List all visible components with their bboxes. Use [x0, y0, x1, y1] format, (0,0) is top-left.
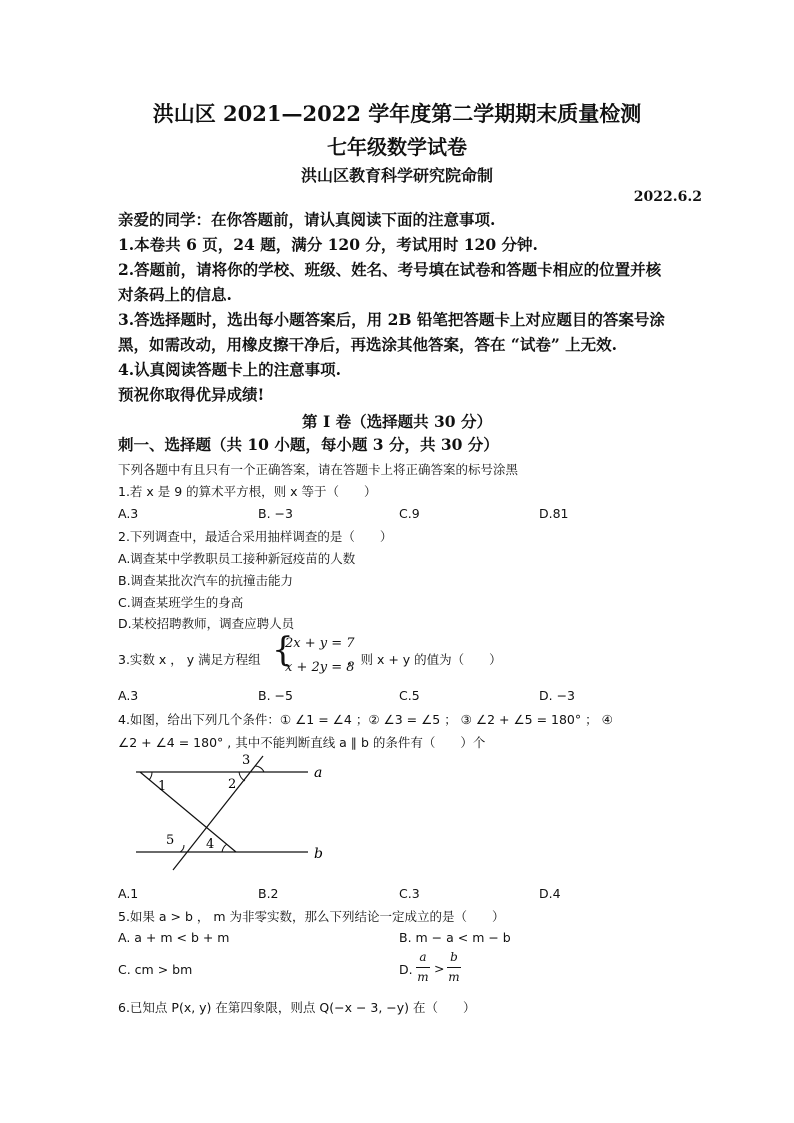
label-line-b: b — [314, 846, 323, 862]
label-angle-1: 1 — [158, 779, 167, 794]
q3-option-d: D. −3 — [539, 688, 575, 703]
angle-4-arc — [222, 844, 227, 852]
q4-option-a: A.1 — [118, 886, 139, 901]
notice-item-3 — [118, 307, 678, 357]
q5-d-numerator-1: a — [419, 950, 427, 964]
notice-item-2 — [118, 257, 678, 307]
notice-item-3-line-2: 黑，如需改动，用橡皮擦干净后，再选涂其他答案，答在 “试卷” 上无效. — [118, 335, 618, 354]
notice-item-3-line-1: 3.答选择题时，选出每小题答案后，用 2B 铅笔把答题卡上对应题目的答案号涂 — [118, 310, 665, 329]
q4-stem-line-1: 4.如图，给出下列几个条件：① ∠1 = ∠4 ；② ∠3 = ∠5 ； ③ ∠2 + ∠5 = 180° ； ④ — [118, 712, 613, 727]
exam-title: 洪山区 2021—2022 学年度第二学期期末质量检测 — [152, 101, 642, 126]
q4-option-c: C.3 — [399, 886, 420, 901]
exam-issuer: 洪山区教育科学研究院命制 — [300, 166, 493, 185]
exam-date: 2022.6.2 — [633, 189, 702, 205]
notice-greeting: 亲爱的同学：在你答题前，请认真阅读下面的注意事项. — [118, 210, 496, 229]
q2-option-c: C.调查某班学生的身高 — [118, 595, 244, 610]
angle-3-arc — [255, 766, 264, 772]
label-angle-4: 4 — [206, 837, 215, 852]
angle-1-arc — [149, 772, 152, 780]
q1-stem: 1.若 x 是 9 的算术平方根，则 x 等于（ ） — [118, 484, 377, 499]
q3-option-c: C.5 — [399, 688, 420, 703]
q5-d-relation: > — [434, 961, 445, 976]
notice-item-2-line-2: 对条码上的信息. — [118, 285, 232, 304]
q5-option-d-label: D. — [399, 962, 413, 977]
q1-option-b: B. −3 — [258, 506, 293, 521]
q5-d-fraction-bar-2 — [447, 967, 461, 968]
section-heading: 刺一、选择题（共 10 小题，每小题 3 分，共 30 分） — [118, 435, 499, 454]
q2-option-a: A.调查某中学教职员工接种新冠疫苗的人数 — [118, 551, 356, 566]
q3-stem-post: ，则 x + y 的值为（ ） — [348, 652, 502, 667]
q3-option-b: B. −5 — [258, 688, 293, 703]
q4-stem-line-2: ∠2 + ∠4 = 180° , 其中不能判断直线 a ∥ b 的条件有（ ）个 — [118, 735, 486, 750]
notice-item-4: 4.认真阅读答题卡上的注意事项. — [118, 360, 342, 379]
q5-d-fraction-bar-1 — [416, 967, 430, 968]
q2-stem: 2.下列调查中，最适合采用抽样调查的是（ ） — [118, 529, 393, 544]
q5-option-a: A. a + m < b + m — [118, 930, 230, 945]
label-angle-2: 2 — [228, 777, 237, 792]
q1-option-c: C.9 — [399, 506, 420, 521]
exam-subtitle: 七年级数学试卷 — [327, 135, 467, 159]
q5-d-numerator-2: b — [450, 950, 458, 964]
q5-stem: 5.如果 a > b ， m 为非零实数，那么下列结论一定成立的是（ ） — [118, 909, 505, 924]
q2-option-d: D.某校招聘教师，调查应聘人员 — [118, 616, 295, 631]
transversal-2 — [173, 756, 263, 870]
q5-option-c: C. cm > bm — [118, 962, 193, 977]
section-title: 第 I 卷（选择题共 30 分） — [302, 412, 492, 431]
q4-option-d: D.4 — [539, 886, 561, 901]
q3-equation-1: 2x + y = 7 — [285, 636, 355, 651]
notice-wish: 预祝你取得优异成绩! — [118, 385, 265, 404]
section-instruction: 下列各题中有且只有一个正确答案，请在答题卡上将正确答案的标号涂黑 — [118, 462, 519, 477]
q4-figure — [118, 748, 338, 878]
q2-option-b: B.调查某批次汽车的抗撞击能力 — [118, 573, 294, 588]
q3-stem-pre: 3.实数 x ， y 满足方程组 — [118, 652, 261, 667]
q5-d-denominator-2: m — [448, 970, 460, 984]
notice-item-1: 1.本卷共 6 页，24 题，满分 120 分，考试用时 120 分钟. — [118, 235, 538, 254]
notice-item-2-line-1: 2.答题前，请将你的学校、班级、姓名、考号填在试卷和答题卡相应的位置并核 — [118, 260, 662, 279]
q1-option-d: D.81 — [539, 506, 569, 521]
system-brace: { — [272, 630, 294, 670]
label-angle-5: 5 — [166, 833, 175, 848]
q5-option-b: B. m − a < m − b — [399, 930, 511, 945]
transversal-1 — [140, 772, 236, 852]
q3-equation-2: x + 2y = 8 — [285, 660, 355, 675]
q4-option-b: B.2 — [258, 886, 279, 901]
q1-option-a: A.3 — [118, 506, 139, 521]
label-angle-3: 3 — [242, 753, 251, 768]
q5-d-denominator-1: m — [417, 970, 429, 984]
q6-stem: 6.已知点 P(x, y) 在第四象限，则点 Q(−x − 3, −y) 在（ ） — [118, 1000, 476, 1015]
q3-option-a: A.3 — [118, 688, 139, 703]
label-line-a: a — [314, 765, 323, 781]
angle-5-arc — [180, 845, 184, 852]
